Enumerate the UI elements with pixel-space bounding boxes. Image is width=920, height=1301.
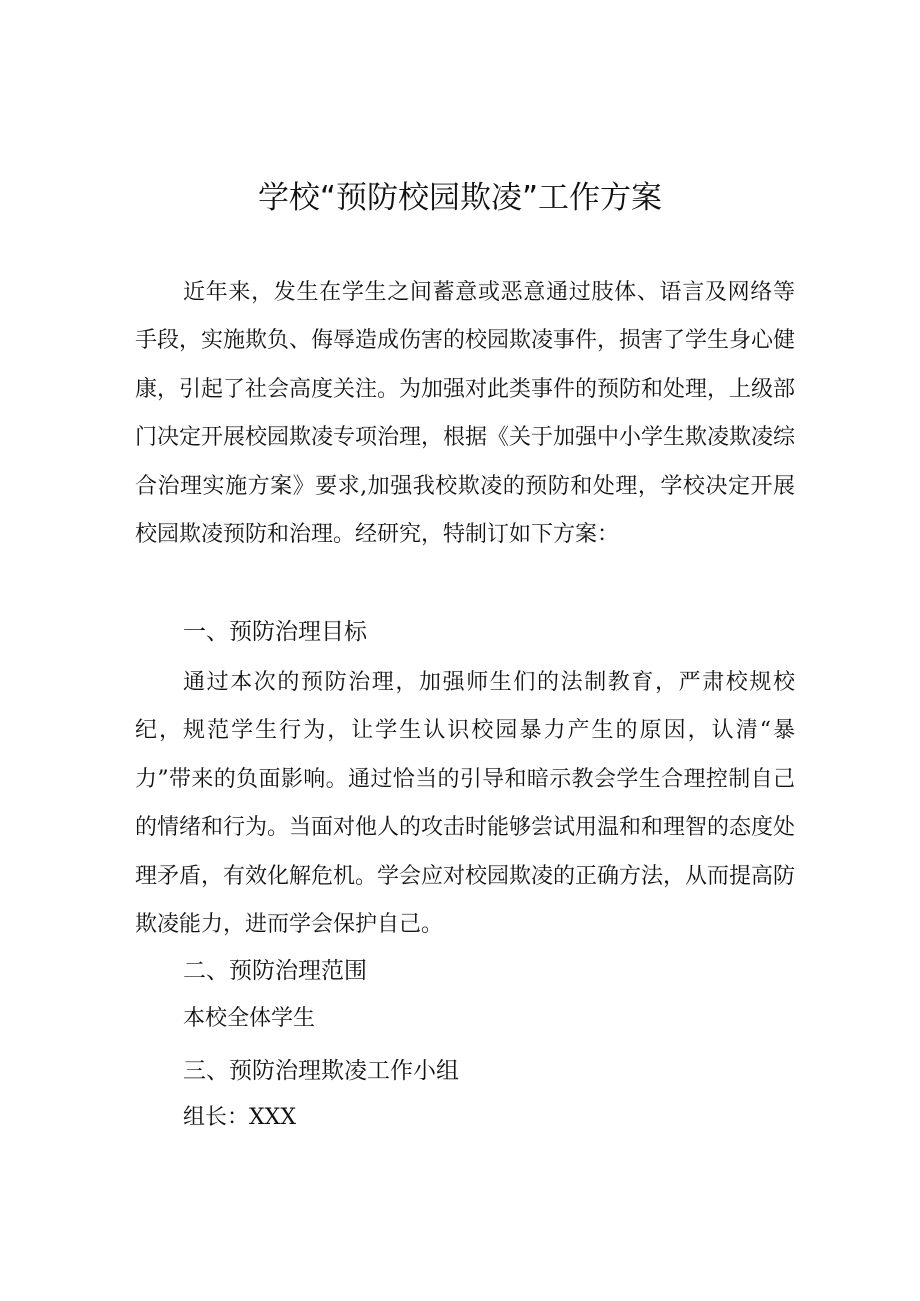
working-group-leader: 组长：XXX — [183, 1105, 296, 1130]
section-body-goals: 通过本次的预防治理，加强师生们的法制教育，严肃校规校纪，规范学生行为，让学生认识校园暴力产生的原因，认清“暴力”带来的负面影响。通过恰当的引导和暗示教会学生合理控制自己的情绪和行为。当面对他人的攻击时能够尝试用温和和理智的态度处理矛盾，有效化解危机。学会应对校园欺凌的正确方法，从而提高防欺凌能力，进而学会保护自己。 — [135, 670, 796, 938]
section-heading-goals: 一、预防治理目标 — [183, 619, 367, 645]
document-title: 学校“预防校园欺凌”工作方案 — [257, 180, 663, 216]
section-heading-working-group: 三、预防治理欺凌工作小组 — [183, 1058, 459, 1084]
intro-paragraph: 近年来，发生在学生之间蓄意或恶意通过肢体、语言及网络等手段，实施欺负、侮辱造成伤害的校园欺凌事件，损害了学生身心健康，引起了社会高度关注。为加强对此类事件的预防和处理，上级部门决定开展校园欺凌专项治理，根据《关于加强中小学生欺凌欺凌综合治理实施方案》要求,加强我校欺凌的预防和处理，学校决定开展校园欺凌预防和治理。经研究，特制订如下方案： — [135, 280, 796, 548]
section-heading-scope: 二、预防治理范围 — [183, 958, 367, 984]
section-body-scope: 本校全体学生 — [183, 1006, 316, 1031]
